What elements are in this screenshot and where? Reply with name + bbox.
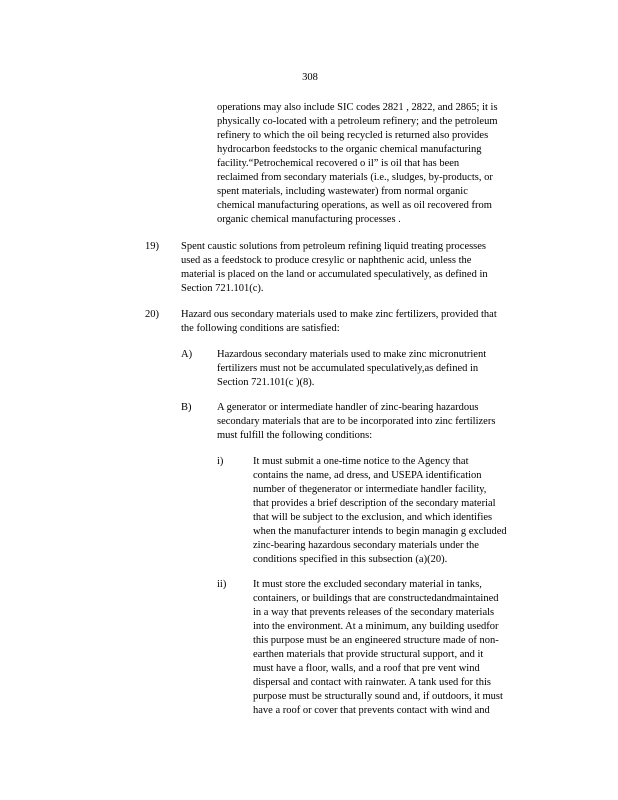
- text-line: operations may also include SIC codes 2821 , 2822, and 2865; it is: [217, 102, 498, 113]
- text-line: into the environment. At a minimum, any building usedfor: [253, 621, 499, 632]
- item-20-number: 20): [145, 309, 159, 320]
- item-19-text: [181, 240, 541, 296]
- subitem-b-i-numeral: i): [217, 456, 224, 467]
- text-line: Hazard ous secondary materials used to make zinc fertilizers, provided that: [181, 309, 497, 320]
- text-line: conditions specified in this subsection (a)(20).: [253, 554, 448, 565]
- text-line: the following conditions are satisfied:: [181, 323, 340, 334]
- text-line: used as a feedstock to produce cresylic or naphthenic acid, unless the: [181, 255, 472, 266]
- text-line: Section 721.101(c).: [181, 283, 264, 294]
- text-line: dispersal and contact with rainwater. A tank used for this: [253, 677, 491, 688]
- text-line: Section 721.101(c )(8).: [217, 377, 315, 388]
- text-line: that will be subject to the exclusion, and which identifies: [253, 512, 493, 523]
- text-line: chemical manufacturing operations, as well as oil recovered from: [217, 200, 492, 211]
- text-line: It must store the excluded secondary material in tanks,: [253, 579, 482, 590]
- text-line: that provides a brief description of the secondary material: [253, 498, 496, 509]
- text-line: secondary materials that are to be incorporated into zinc fertilizers: [217, 416, 496, 427]
- text-line: spent materials, including wastewater) from normal organic: [217, 186, 468, 197]
- text-line: hydrocarbon feedstocks to the organic chemical manufacturing: [217, 144, 482, 155]
- text-line: facility.“Petrochemical recovered o il” is oil that has been: [217, 158, 460, 169]
- item-19-number: 19): [145, 241, 159, 252]
- subitem-b-ii-text: [253, 578, 539, 718]
- page-number: 308: [302, 72, 318, 83]
- item-20-text: [181, 308, 541, 336]
- text-line: fertilizers must not be accumulated speculatively,as defined in: [217, 363, 479, 374]
- subitem-a-letter: A): [181, 349, 193, 360]
- text-line: A generator or intermediate handler of zinc-bearing hazardous: [217, 402, 479, 413]
- text-line: have a roof or cover that prevents contact with wind and: [253, 705, 490, 716]
- subitem-b-ii-numeral: ii): [217, 579, 227, 590]
- text-line: reclaimed from secondary materials (i.e., sludges, by-products, or: [217, 172, 493, 183]
- subitem-b-i-text: [253, 455, 539, 567]
- text-line: contains the name, ad dress, and USEPA identification: [253, 470, 482, 481]
- subitem-b-letter: B): [181, 402, 192, 413]
- subitem-a-text: [217, 348, 537, 390]
- text-line: must fulfill the following conditions:: [217, 430, 373, 441]
- text-line: Hazardous secondary materials used to make zinc micronutrient: [217, 349, 487, 360]
- text-line: must have a floor, walls, and a roof that pre vent wind: [253, 663, 480, 674]
- subitem-b-text: [217, 401, 537, 443]
- text-line: earthen materials that provide structural support, and it: [253, 649, 484, 660]
- text-line: refinery to which the oil being recycled is returned also provides: [217, 130, 489, 141]
- text-line: containers, or buildings that are constructedandmaintained: [253, 593, 499, 604]
- text-line: this purpose must be an engineered structure made of non-: [253, 635, 499, 646]
- text-line: when the manufacturer intends to begin managin g excluded: [253, 526, 507, 537]
- text-line: organic chemical manufacturing processes .: [217, 214, 401, 225]
- text-line: It must submit a one-time notice to the Agency that: [253, 456, 469, 467]
- text-line: material is placed on the land or accumulated speculatively, as defined in: [181, 269, 488, 280]
- text-line: purpose must be structurally sound and, if outdoors, it must: [253, 691, 503, 702]
- intro-paragraph: [217, 101, 537, 227]
- text-line: in a way that prevents releases of the secondary materials: [253, 607, 495, 618]
- text-line: physically co-located with a petroleum refinery; and the petroleum: [217, 116, 498, 127]
- text-line: zinc-bearing hazardous secondary materials under the: [253, 540, 479, 551]
- text-line: Spent caustic solutions from petroleum refining liquid treating processes: [181, 241, 487, 252]
- text-line: number of thegenerator or intermediate handler facility,: [253, 484, 487, 495]
